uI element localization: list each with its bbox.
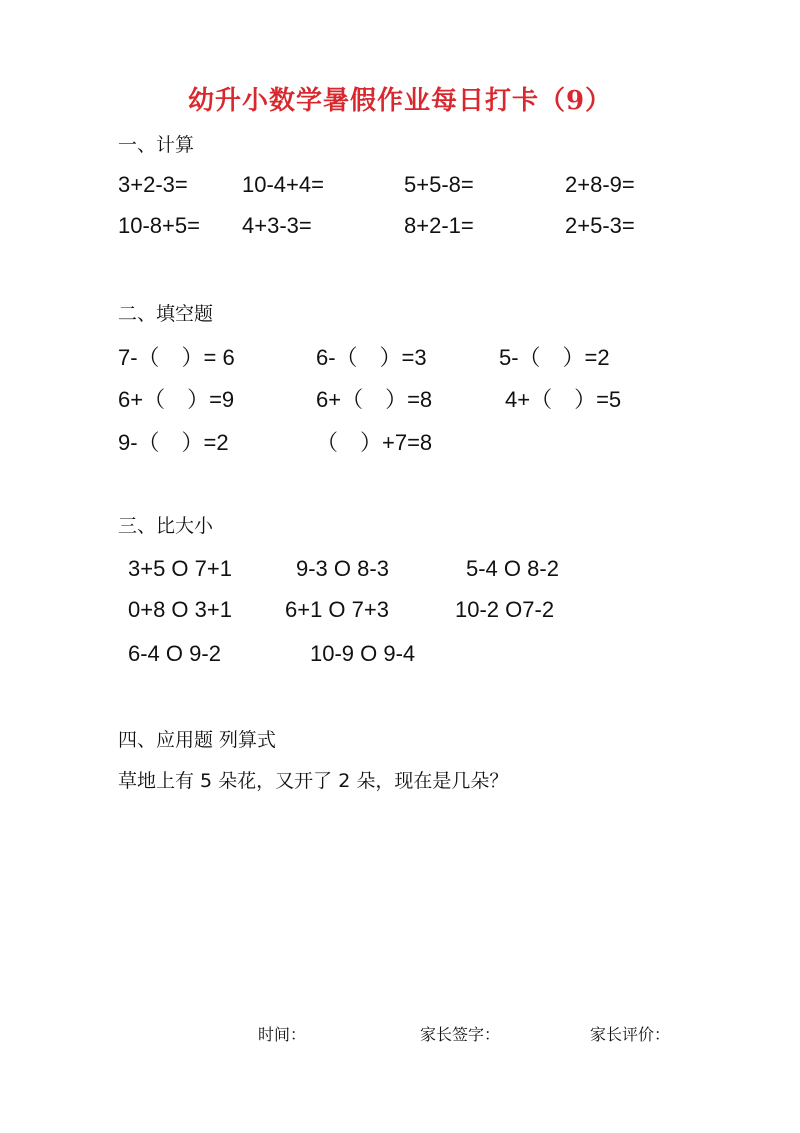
compare-item: 9-3 O 8-3: [296, 556, 389, 581]
compare-item: 10-9 O 9-4: [310, 641, 416, 666]
fill-item: 6+（ ）=9: [118, 387, 235, 412]
calc-item: 2+5-3=: [565, 213, 635, 238]
fill-item: 9-（ ）=2: [118, 430, 229, 455]
fill-item: 5-（ ）=2: [499, 345, 610, 370]
fill-item: 4+（ ）=5: [505, 387, 622, 412]
fill-item: 6-（ ）=3: [316, 345, 427, 370]
compare-item: 0+8 O 3+1: [128, 597, 232, 622]
fill-item: （ ）+7=8: [316, 430, 433, 455]
word-problem-question: 草地上有 5 朵花，又开了 2 朵，现在是几朵？: [118, 770, 509, 792]
compare-item: 3+5 O 7+1: [128, 556, 232, 581]
calc-item: 10-4+4=: [242, 172, 324, 197]
compare-item: 6-4 O 9-2: [128, 641, 221, 666]
calc-item: 3+2-3=: [118, 172, 188, 197]
footer-parent-eval-label: 家长评价：: [590, 1025, 671, 1044]
calc-item: 2+8-9=: [565, 172, 635, 197]
section-calc-heading: 一、计算: [118, 134, 195, 156]
calc-item: 4+3-3=: [242, 213, 312, 238]
footer-time-label: 时间：: [258, 1025, 307, 1044]
calc-item: 5+5-8=: [404, 172, 474, 197]
compare-item: 10-2 O7-2: [455, 597, 555, 622]
fill-item: 6+（ ）=8: [316, 387, 433, 412]
compare-item: 5-4 O 8-2: [466, 556, 559, 581]
section-word-heading: 四、应用题 列算式: [118, 729, 277, 751]
calc-item: 10-8+5=: [118, 213, 200, 238]
calc-item: 8+2-1=: [404, 213, 474, 238]
footer-parent-sign-label: 家长签字：: [420, 1025, 501, 1044]
fill-item: 7-（ ）= 6: [118, 345, 235, 370]
section-fill-heading: 二、填空题: [118, 303, 214, 325]
page-title: 幼升小数学暑假作业每日打卡（9）: [187, 86, 613, 116]
section-compare-heading: 三、比大小: [118, 515, 214, 537]
compare-item: 6+1 O 7+3: [285, 597, 389, 622]
